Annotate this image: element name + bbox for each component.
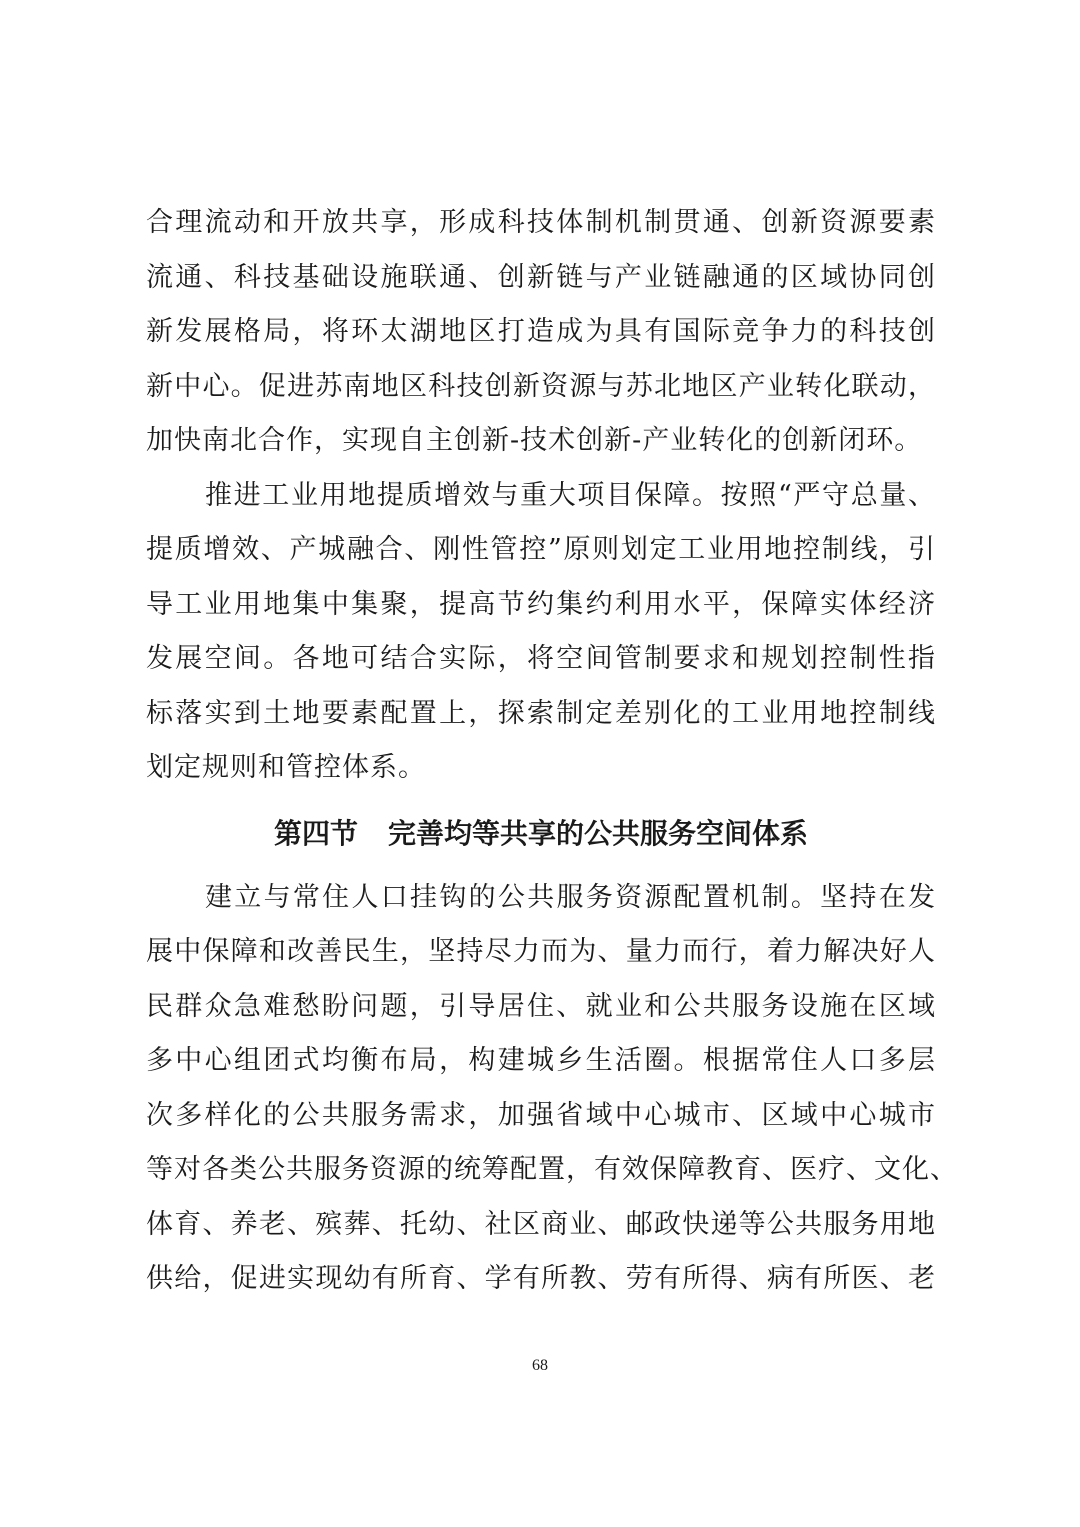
paragraph-3-line-2: 展中保障和改善民生，坚持尽力而为、量力而行，着力解决好人	[146, 936, 936, 967]
paragraph-3-line-5: 次多样化的公共服务需求，加强省域中心城市、区域中心城市	[146, 1100, 936, 1131]
paragraph-1-line-3: 新发展格局，将环太湖地区打造成为具有国际竞争力的科技创	[146, 316, 936, 347]
paragraph-1-line-1: 合理流动和开放共享，形成科技体制机制贯通、创新资源要素	[146, 207, 936, 238]
paragraph-1-line-4: 新中心。促进苏南地区科技创新资源与苏北地区产业转化联动，	[146, 371, 936, 402]
paragraph-1-line-2: 流通、科技基础设施联通、创新链与产业链融通的区域协同创	[146, 262, 936, 293]
paragraph-3-line-4: 多中心组团式均衡布局，构建城乡生活圈。根据常住人口多层	[146, 1045, 936, 1076]
paragraph-2-line-4: 发展空间。各地可结合实际，将空间管制要求和规划控制性指	[146, 643, 936, 674]
paragraph-3-line-8: 供给，促进实现幼有所育、学有所教、劳有所得、病有所医、老	[146, 1263, 936, 1294]
page-number: 68	[532, 1357, 548, 1374]
paragraph-2-line-3: 导工业用地集中集聚，提高节约集约利用水平，保障实体经济	[146, 589, 936, 620]
paragraph-2-line-5: 标落实到土地要素配置上，探索制定差别化的工业用地控制线	[146, 698, 936, 729]
paragraph-3-line-1: 建立与常住人口挂钩的公共服务资源配置机制。坚持在发	[205, 882, 936, 913]
section-title: 完善均等共享的公共服务空间体系	[388, 817, 809, 850]
paragraph-2-line-2: 提质增效、产城融合、刚性管控”原则划定工业用地控制线，引	[146, 534, 936, 565]
paragraph-3-line-6: 等对各类公共服务资源的统筹配置，有效保障教育、医疗、文化、	[146, 1154, 958, 1185]
paragraph-1-line-5: 加快南北合作，实现自主创新-技术创新-产业转化的创新闭环。	[146, 425, 923, 456]
paragraph-2-line-6: 划定规则和管控体系。	[146, 752, 426, 783]
section-heading	[146, 812, 936, 856]
section-number: 第四节	[273, 817, 358, 850]
paragraph-3-line-3: 民群众急难愁盼问题，引导居住、就业和公共服务设施在区域	[146, 991, 936, 1022]
paragraph-3-line-7: 体育、养老、殡葬、托幼、社区商业、邮政快递等公共服务用地	[146, 1209, 936, 1240]
paragraph-2-line-1: 推进工业用地提质增效与重大项目保障。按照“严守总量、	[205, 480, 936, 511]
